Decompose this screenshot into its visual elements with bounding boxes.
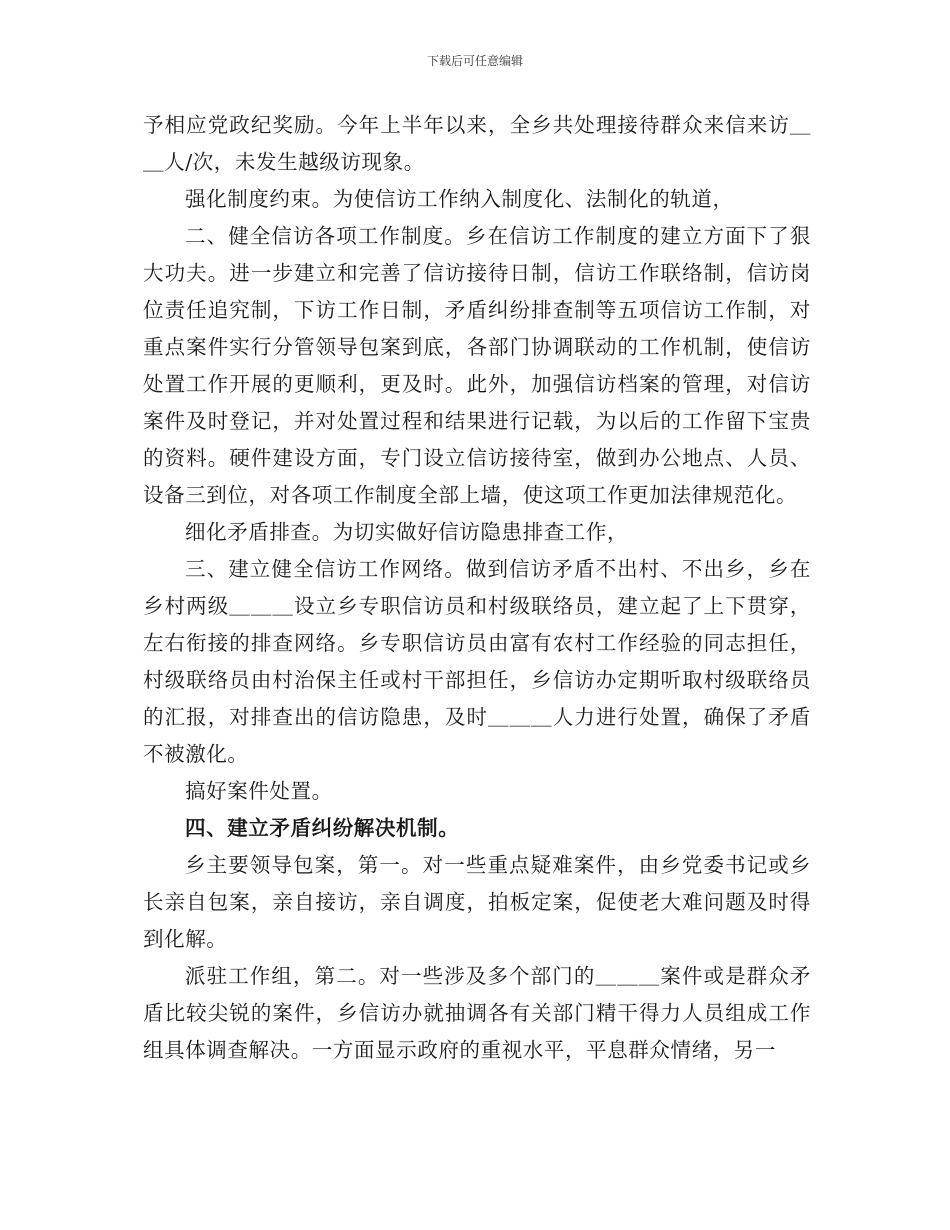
paragraph: 派驻工作组，第二。对一些涉及多个部门的＿＿＿案件或是群众矛盾比较尖锐的案件，乡信访办就抽调各有关部门精干得力人员组成工作组具体调查解决。一方面显示政府的重视水平，平息群众情绪，另一 — [143, 964, 811, 1062]
paragraph: 强化制度约束。为使信访工作纳入制度化、法制化的轨道， — [185, 187, 734, 211]
paragraph: 三、建立健全信访工作网络。做到信访矛盾不出村、不出乡，乡在乡村两级＿＿＿设立乡专职信访员和村级联络员，建立起了上下贯穿，左右衔接的排查网络。乡专职信访员由富有农村工作经验的同志担任，村级联络员由村治保主任或村干部担任，乡信访办定期听取村级联络员的汇报，对排查出的信访隐患，及时＿＿＿人力进行处置，确保了矛盾不被激化。 — [143, 557, 811, 766]
paragraph: 予相应党政纪奖励。今年上半年以来，全乡共处理接待群众来信来访＿＿人/次，未发生越级访现象。 — [143, 113, 811, 174]
paragraph: 搞好案件处置。 — [185, 779, 333, 803]
paragraph: 乡主要领导包案，第一。对一些重点疑难案件，由乡党委书记或乡长亲自包案，亲自接访，亲自调度，拍板定案，促使老大难问题及时得到化解。 — [143, 853, 811, 951]
paragraph: 细化矛盾排查。为切实做好信访隐患排查工作， — [185, 520, 629, 544]
page-header-note: 下载后可任意编辑 — [426, 54, 523, 68]
paragraph: 二、健全信访各项工作制度。乡在信访工作制度的建立方面下了狠大功夫。进一步建立和完善了信访接待日制，信访工作联络制，信访岗位责任追究制，下访工作日制，矛盾纠纷排查制等五项信访工作制，对重点案件实行分管领导包案到底，各部门协调联动的工作机制，使信访处置工作开展的更顺利，更及时。此外，加强信访档案的管理，对信访案件及时登记，并对处置过程和结果进行记载，为以后的工作留下宝贵的资料。硬件建设方面，专门设立信访接待室，做到办公地点、人员、设备三到位，对各项工作制度全部上墙，使这项工作更加法律规范化。 — [143, 224, 811, 507]
section-heading: 四、建立矛盾纠纷解决机制。 — [185, 816, 460, 840]
document-body — [143, 107, 811, 1069]
